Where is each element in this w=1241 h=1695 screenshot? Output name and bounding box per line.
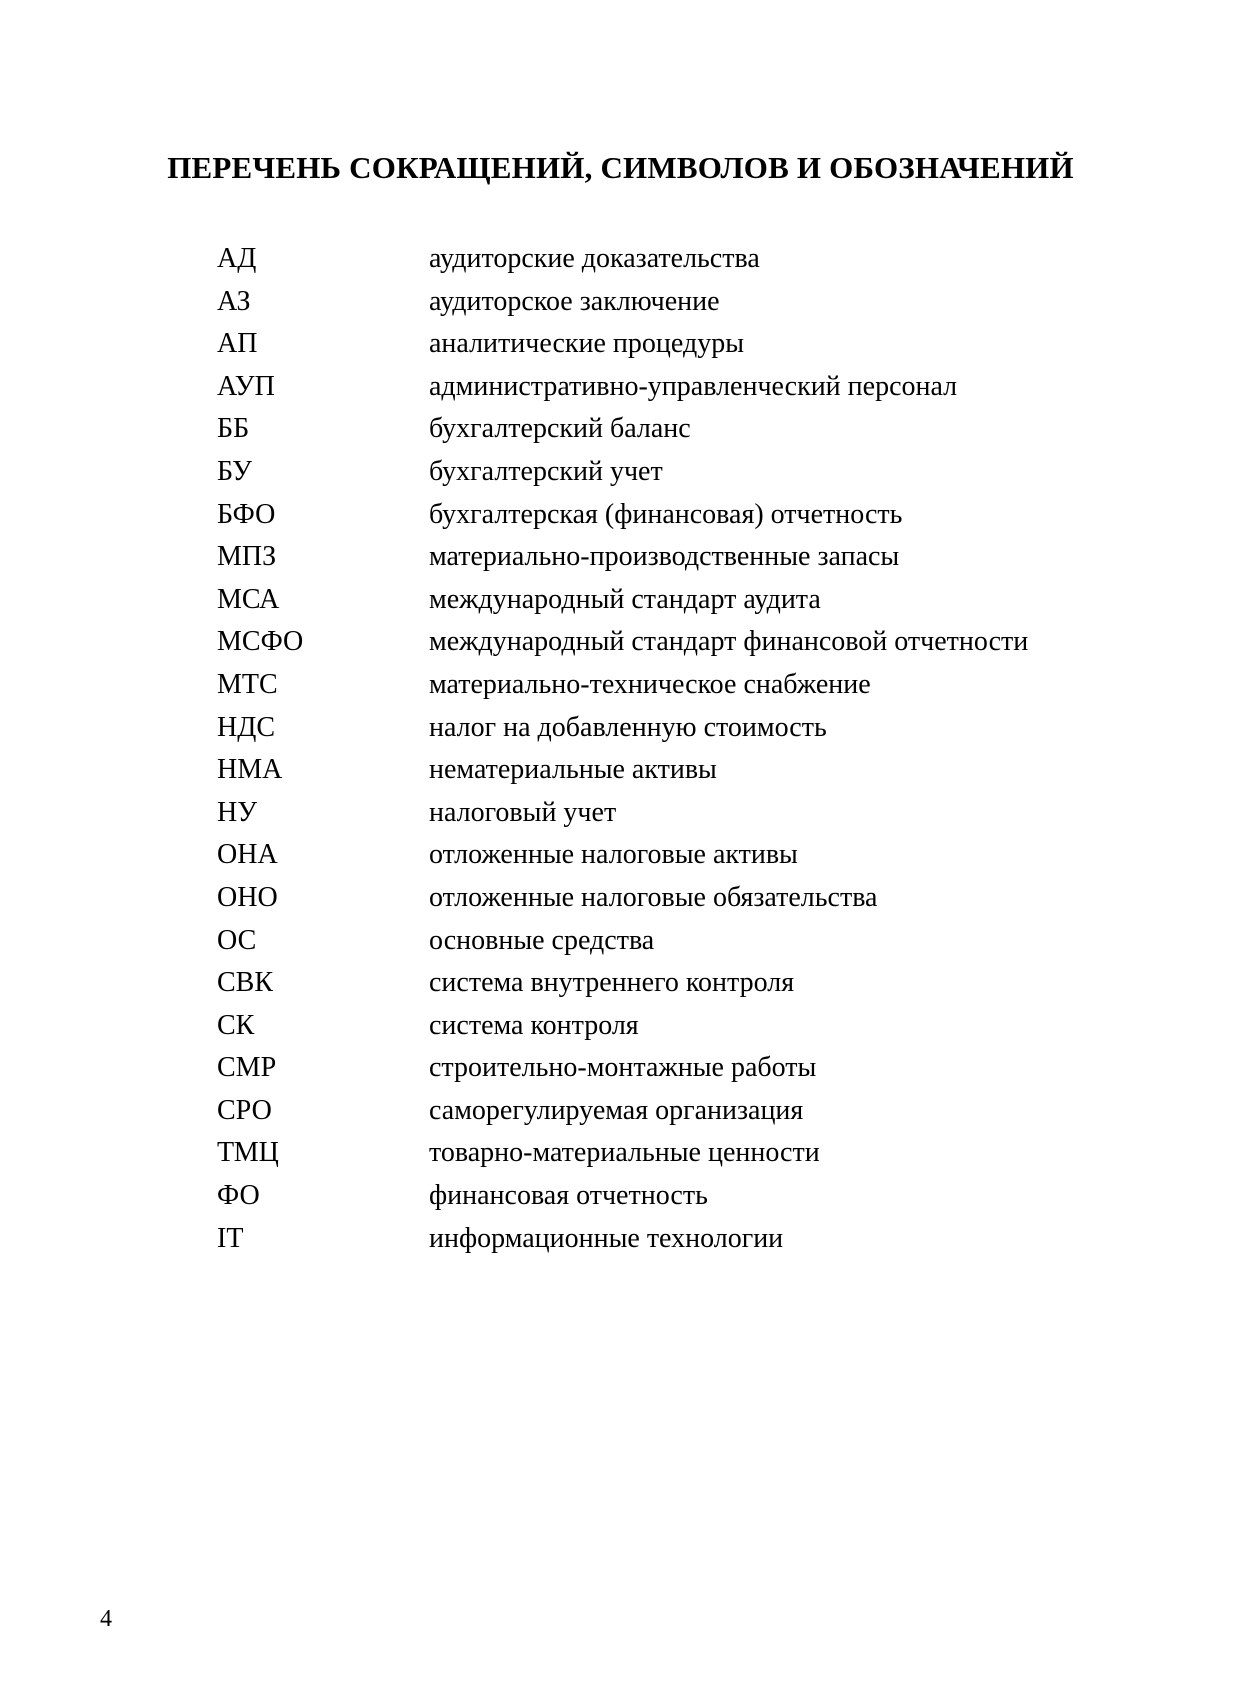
abbreviation-row xyxy=(217,536,1217,579)
abbreviation-definition: система контроля xyxy=(429,1009,639,1041)
abbreviation-definition: аналитические процедуры xyxy=(429,328,744,360)
abbreviation-definition: аудиторское заключение xyxy=(429,285,720,317)
abbreviation-definition: бухгалтерская (финансовая) отчетность xyxy=(429,498,903,530)
abbreviation-term: АУП xyxy=(217,370,275,402)
abbreviation-term: СРО xyxy=(217,1094,272,1126)
abbreviation-definition: аудиторские доказательства xyxy=(429,243,760,274)
abbreviation-term: МТС xyxy=(217,668,278,700)
abbreviation-term: СК xyxy=(217,1009,255,1041)
abbreviation-row xyxy=(217,451,1217,494)
abbreviation-row xyxy=(217,1132,1217,1175)
abbreviation-definition: система внутреннего контроля xyxy=(429,967,795,999)
abbreviation-row xyxy=(217,494,1217,537)
abbreviation-term: ОНА xyxy=(217,839,278,871)
abbreviation-definition: основные средства xyxy=(429,924,655,956)
abbreviation-row xyxy=(217,707,1217,750)
abbreviation-row xyxy=(217,920,1217,963)
abbreviation-row xyxy=(217,366,1217,409)
abbreviation-term: БФО xyxy=(217,498,276,530)
abbreviation-row xyxy=(217,323,1217,366)
abbreviation-row xyxy=(217,1090,1217,1133)
abbreviation-row xyxy=(217,1175,1217,1218)
abbreviation-definition: международный стандарт финансовой отчетности xyxy=(429,626,1029,658)
abbreviation-definition: отложенные налоговые активы xyxy=(429,839,798,871)
abbreviation-term: АП xyxy=(217,328,258,360)
abbreviation-term: АД xyxy=(217,243,257,274)
abbreviation-term: ОС xyxy=(217,924,257,956)
abbreviation-row xyxy=(217,749,1217,792)
abbreviation-row xyxy=(217,281,1217,324)
abbreviation-row xyxy=(217,1218,1217,1261)
abbreviation-term: АЗ xyxy=(217,285,251,317)
abbreviation-definition: налоговый учет xyxy=(429,796,617,828)
abbreviation-term: НДС xyxy=(217,711,275,743)
abbreviation-row xyxy=(217,834,1217,877)
abbreviation-term: ББ xyxy=(217,413,250,445)
page-number: 4 xyxy=(100,1606,112,1632)
abbreviation-term: IT xyxy=(217,1222,244,1254)
abbreviation-row xyxy=(217,579,1217,622)
abbreviation-row xyxy=(217,792,1217,835)
abbreviation-list xyxy=(217,238,1217,1260)
abbreviation-definition: бухгалтерский баланс xyxy=(429,413,691,445)
abbreviation-definition: бухгалтерский учет xyxy=(429,455,663,487)
abbreviation-term: БУ xyxy=(217,455,252,487)
abbreviation-term: ТМЦ xyxy=(217,1137,279,1169)
abbreviation-row xyxy=(217,664,1217,707)
abbreviation-definition: материально-техническое снабжение xyxy=(429,668,871,700)
abbreviation-definition: налог на добавленную стоимость xyxy=(429,711,827,743)
abbreviation-definition: строительно-монтажные работы xyxy=(429,1052,817,1084)
abbreviation-row xyxy=(217,877,1217,920)
abbreviation-term: ФО xyxy=(217,1180,260,1212)
abbreviation-definition: административно-управленческий персонал xyxy=(429,370,958,402)
abbreviation-term: НУ xyxy=(217,796,258,828)
abbreviation-definition: информационные технологии xyxy=(429,1222,784,1254)
abbreviation-definition: материально-производственные запасы xyxy=(429,541,900,573)
abbreviation-term: СМР xyxy=(217,1052,277,1084)
abbreviation-term: МСА xyxy=(217,583,280,615)
abbreviation-term: СВК xyxy=(217,967,274,999)
abbreviation-row xyxy=(217,1005,1217,1048)
abbreviation-definition: товарно-материальные ценности xyxy=(429,1137,820,1169)
abbreviation-term: МПЗ xyxy=(217,541,277,573)
abbreviation-row xyxy=(217,962,1217,1005)
abbreviation-row xyxy=(217,238,1217,281)
abbreviation-definition: финансовая отчетность xyxy=(429,1180,708,1212)
page-title: ПЕРЕЧЕНЬ СОКРАЩЕНИЙ, СИМВОЛОВ И ОБОЗНАЧЕНИЙ xyxy=(167,150,1074,185)
abbreviation-definition: нематериальные активы xyxy=(429,754,717,786)
abbreviation-definition: отложенные налоговые обязательства xyxy=(429,881,878,913)
abbreviation-row xyxy=(217,408,1217,451)
abbreviation-term: ОНО xyxy=(217,881,278,913)
abbreviation-row xyxy=(217,1047,1217,1090)
abbreviation-definition: международный стандарт аудита xyxy=(429,583,821,615)
abbreviation-definition: саморегулируемая организация xyxy=(429,1094,804,1126)
abbreviation-term: МСФО xyxy=(217,626,304,658)
abbreviation-term: НМА xyxy=(217,754,283,786)
abbreviation-row xyxy=(217,621,1217,664)
